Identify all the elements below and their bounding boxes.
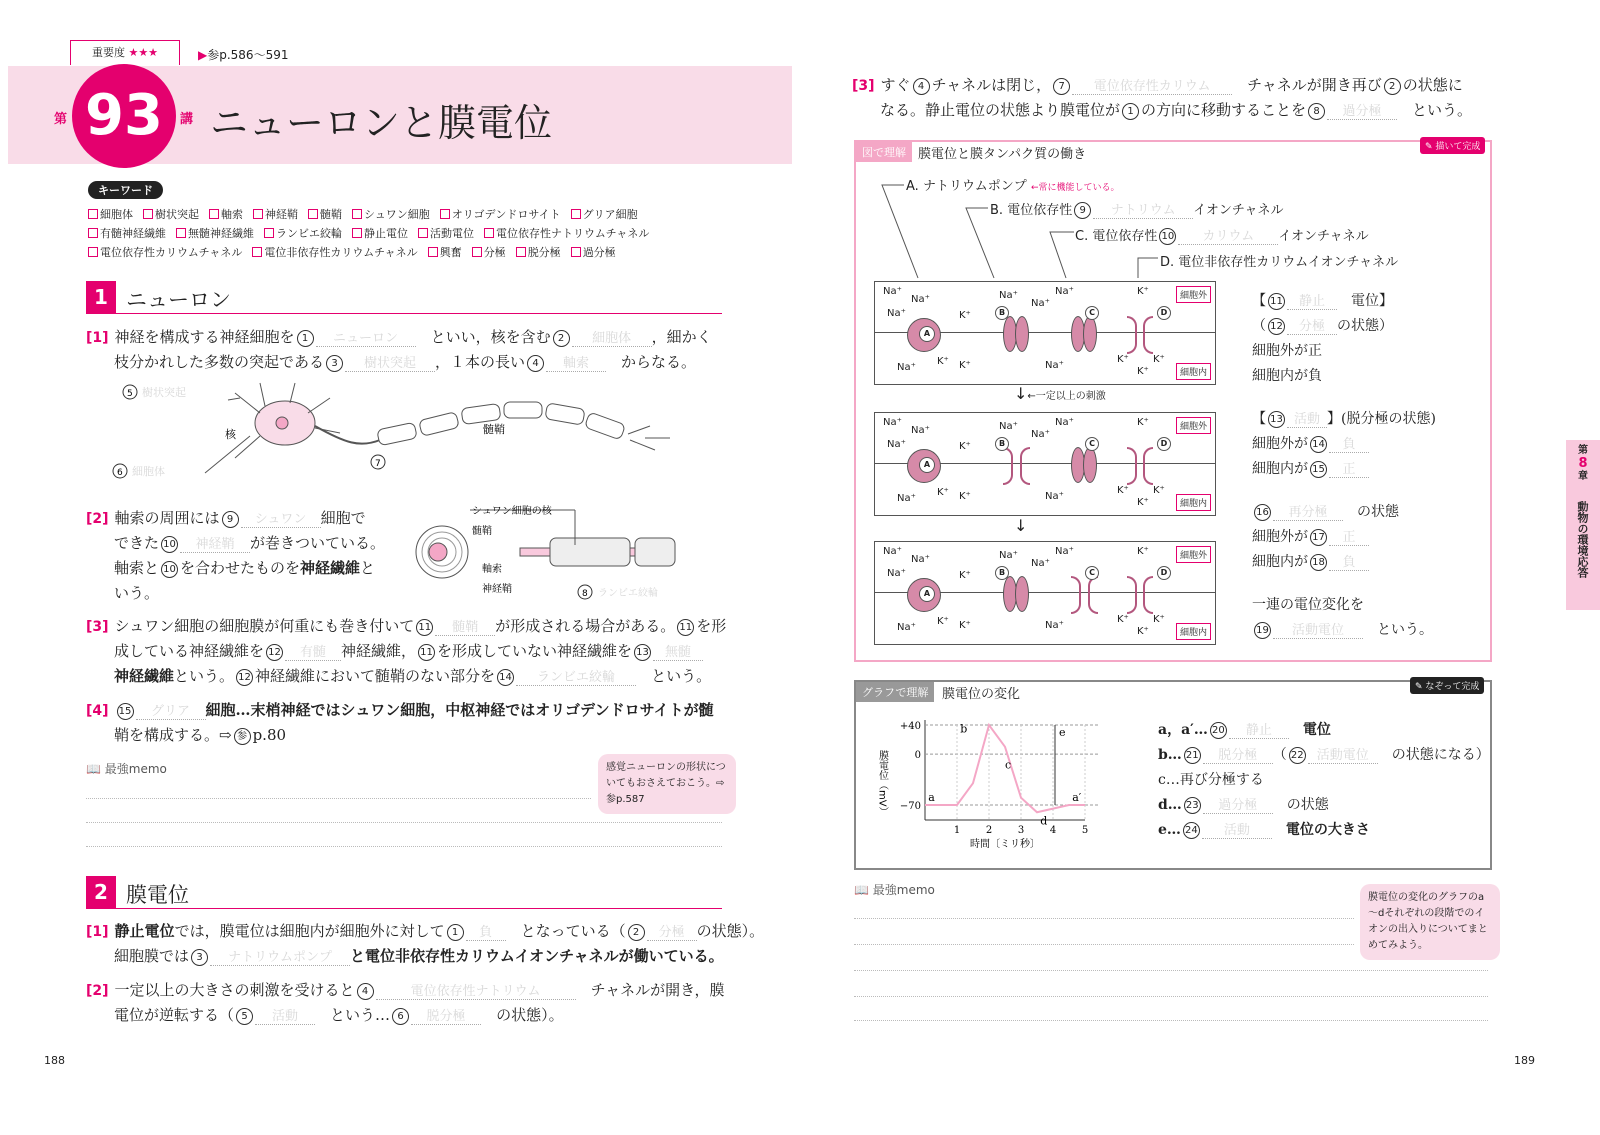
keyword-item: グリア細胞 (571, 208, 638, 221)
memo-line (86, 846, 722, 847)
answer-blank[interactable]: 樹状突起 (345, 352, 435, 372)
label-c: C. 電位依存性 10 カリウム イオンチャネル (1075, 225, 1369, 245)
point-label: d (1040, 814, 1048, 828)
sheath-label: 神経鞘 (482, 584, 512, 595)
keyword-label: キーワード (88, 181, 163, 199)
state2-outside: 細胞外が 14 負 (1252, 433, 1369, 453)
state3-inside: 細胞内が 18 負 (1252, 551, 1369, 571)
keyword-item: 樹状突起 (143, 208, 199, 221)
svg-text:樹状突起: 樹状突起 (142, 386, 186, 399)
memo-line (854, 944, 1354, 945)
state1-inside: 細胞内が負 (1252, 368, 1322, 384)
point-label: c (1005, 758, 1012, 772)
question-2-1-cont: 細胞膜では 3 ナトリウムポンプ と電位非依存性カリウムイオンチャネルが働いている。 (114, 947, 724, 965)
y-tick-label: +40 (899, 721, 921, 732)
keyword-row (88, 244, 626, 260)
point-label: e (1059, 725, 1066, 739)
label-d: D. 電位非依存性カリウムイオンチャネル (1160, 255, 1399, 270)
series-answer: 19 活動電位 という。 (1252, 619, 1433, 639)
svg-text:5: 5 (127, 389, 133, 399)
trace-badge: ✎ なぞって完成 (1410, 677, 1484, 694)
keyword-item: 分極 (472, 246, 506, 259)
stimulus-arrow: ↓←一定以上の刺激 (1014, 384, 1106, 403)
question-1-2: [2] 軸索の周囲には 9 シュワン 細胞で (86, 509, 366, 527)
answer-blank[interactable]: ナトリウムポンプ (210, 946, 350, 966)
x-tick-label: 2 (985, 825, 993, 836)
memo-line (854, 970, 1488, 971)
graph-c: c…再び分極する (1158, 772, 1264, 788)
membrane-state-box: A B C D 細胞外 細胞内 Na⁺ Na⁺ Na⁺ Na⁺ Na⁺ Na⁺ K⁺ K⁺ Na⁺ K⁺ K⁺ Na⁺ K⁺ K⁺ K⁺ (874, 281, 1216, 385)
memo-line (86, 798, 591, 799)
figure-title: 膜電位と膜タンパク質の働き (918, 147, 1087, 162)
keyword-item: 有髄神経繊維 (88, 227, 166, 240)
x-tick-label: 5 (1081, 825, 1089, 836)
answer-blank[interactable]: 活動 (255, 1005, 315, 1025)
question-1-2-cont: 軸索と 10 を合わせたものを神経繊維と (114, 559, 376, 577)
answer-blank[interactable]: 軸索 (546, 352, 606, 372)
answer-blank[interactable]: 分極 (647, 921, 697, 941)
section-underline (86, 908, 722, 909)
state1-title: 【 11 静止 電位】 (1252, 290, 1393, 310)
axon-label: 軸索 (482, 564, 502, 575)
lecture-badge: 93 (72, 64, 176, 168)
question-1-2-cont: できた 10 神経鞘 が巻きついている。 (114, 534, 386, 552)
svg-text:細胞体: 細胞体 (132, 465, 165, 478)
x-tick-label: 4 (1049, 825, 1057, 836)
page-title: ニューロンと膜電位 (210, 101, 553, 145)
y-axis-label: 膜電位（mV） (876, 750, 888, 817)
graph-a: a，a′… 20 静止 電位 (1158, 719, 1331, 739)
neuron-diagram (110, 378, 690, 488)
nucleus-label: 核 (225, 428, 236, 441)
question-1-4: [4] 15 グリア 細胞…末梢神経ではシュワン細胞，中枢神経ではオリゴデンドロサイトが髄 (86, 701, 714, 719)
question-1-1-cont: 枝分かれした多数の突起である 3 樹状突起 ，１本の長い 4 軸索 からなる。 (114, 353, 697, 371)
answer-blank[interactable]: 脱分極 (411, 1005, 481, 1025)
keyword-item: 過分極 (571, 246, 616, 259)
svg-text:8: 8 (582, 589, 588, 599)
x-tick-label: 3 (1017, 825, 1025, 836)
answer-blank[interactable]: 有髄 (285, 641, 341, 661)
keyword-row (88, 225, 659, 241)
memo-note: 膜電位の変化のグラフのa～dそれぞれの段階でのイオンの出入りについてまとめてみよう。 (1360, 884, 1500, 960)
state2-title: 【 13 活動 】(脱分極の状態) (1252, 408, 1436, 428)
keyword-item: 静止電位 (352, 227, 408, 240)
state3-outside: 細胞外が 17 正 (1252, 526, 1369, 546)
state3-title: 16 再分極 の状態 (1252, 501, 1399, 521)
graph-title: 膜電位の変化 (942, 687, 1021, 702)
keyword-row (88, 206, 648, 222)
figure-tag: 図で理解 (856, 142, 912, 162)
answer-blank[interactable]: 電位依存性カリウム (1072, 75, 1232, 95)
keyword-item: 脱分極 (516, 246, 561, 259)
question-2-3: [3] すぐ 4 チャネルは閉じ， 7 電位依存性カリウム チャネルが開き再び 2 の状態に (852, 76, 1463, 94)
answer-blank[interactable]: シュワン (241, 508, 321, 528)
label-b: B. 電位依存性 9 ナトリウム イオンチャネル (990, 199, 1283, 219)
importance-box (70, 40, 180, 65)
point-label: a (928, 791, 935, 804)
schwann-nucleus-label: シュワン細胞の核 (472, 506, 552, 517)
membrane-state-box: A B C D 細胞外 細胞内 Na⁺ Na⁺ Na⁺ Na⁺ Na⁺ Na⁺ K⁺ K⁺ Na⁺ K⁺ K⁺ Na⁺ K⁺ K⁺ K⁺ (874, 412, 1216, 516)
y-tick-label: 0 (914, 750, 921, 762)
label-a: A. ナトリウムポンプ ←常に機能している。 (906, 179, 1120, 194)
memo-label: 📖 最強memo (854, 883, 935, 897)
page-number-right: 189 (1514, 1054, 1535, 1067)
answer-blank[interactable]: 細胞体 (572, 327, 652, 347)
keyword-item: 電位依存性ナトリウムチャネル (484, 227, 649, 240)
memo-line (854, 996, 1488, 997)
keyword-item: 電位非依存性カリウムチャネル (252, 246, 417, 259)
question-2-2-cont: 電位が逆転する（ 5 活動 という… 6 脱分極 の状態）。 (114, 1006, 564, 1024)
question-1-1: [1] 神経を構成する神経細胞を 1 ニューロン といい，核を含む 2 細胞体 ，細かく (86, 328, 712, 346)
state1-sub: （ 12 分極 の状態） (1252, 315, 1393, 335)
svg-text:7: 7 (375, 459, 381, 469)
importance-stars: ★★★ (128, 46, 159, 59)
keyword-item: 神経鞘 (253, 208, 298, 221)
answer-blank[interactable]: ランビエ絞輪 (516, 666, 636, 686)
question-2-2: [2] 一定以上の大きさの刺激を受けると 4 電位依存性ナトリウム チャネルが開き，膜 (86, 981, 725, 999)
keyword-item: 細胞体 (88, 208, 133, 221)
answer-blank[interactable]: 負 (466, 921, 506, 941)
question-1-3-cont: 成している神経繊維を 12 有髄 神経繊維， 11 を形成していない神経繊維を 13 無髄 (114, 640, 703, 661)
section-number: 1 (86, 281, 116, 313)
pointer-lines (876, 180, 1176, 280)
reference-link[interactable]: ▶参p.586～591 (198, 48, 289, 62)
keyword-item: シュワン細胞 (352, 208, 430, 221)
x-tick-label: 1 (953, 825, 961, 836)
graph-tag: グラフで理解 (856, 682, 934, 702)
keyword-item: 髄鞘 (308, 208, 342, 221)
question-2-3-cont: なる。静止電位の状態より膜電位が 1 の方向に移動することを 8 過分極 という。 (880, 101, 1473, 119)
graph-e: e… 24 活動 電位の大きさ (1158, 819, 1370, 839)
draw-badge: ✎ 描いて完成 (1420, 137, 1485, 154)
myelin-label: 髄鞘 (483, 423, 505, 436)
section-title: ニューロン (126, 288, 231, 312)
answer-blank[interactable]: 過分極 (1327, 100, 1397, 120)
question-2-1: [1] 静止電位では，膜電位は細胞内が細胞外に対して 1 負 となっている（ 2 分極 の状態）。 (86, 922, 765, 940)
state2-inside: 細胞内が 15 正 (1252, 458, 1369, 478)
section-number: 2 (86, 876, 116, 908)
keyword-item: オリゴデンドロサイト (440, 208, 561, 221)
chapter-tab-label: 第 8 章 動物の環境応答 (1576, 445, 1589, 578)
keyword-item: 電位依存性カリウムチャネル (88, 246, 242, 259)
answer-blank[interactable]: 無髄 (653, 641, 703, 661)
answer-blank[interactable]: ニューロン (316, 327, 416, 347)
membrane-potential-chart (870, 710, 1100, 860)
question-1-3: [3] シュワン細胞の細胞膜が何重にも巻き付いて 11 髄鞘 が形成される場合がある。 11 を形 (86, 617, 727, 635)
answer-blank[interactable]: グリア (136, 700, 206, 720)
x-axis-label: 時間〔ミリ秒〕 (970, 839, 1040, 850)
state1-outside: 細胞外が正 (1252, 343, 1322, 359)
point-label: b (960, 722, 968, 736)
membrane-state-box: A B C D 細胞外 細胞内 Na⁺ Na⁺ Na⁺ Na⁺ Na⁺ Na⁺ K⁺ K⁺ Na⁺ K⁺ K⁺ Na⁺ K⁺ K⁺ K⁺ (874, 541, 1216, 645)
section-underline (86, 313, 722, 314)
memo-line (854, 1020, 1488, 1021)
nerve-fiber-diagram (410, 500, 740, 610)
importance-label: 重要度 (91, 46, 125, 59)
memo-note: 感覚ニューロンの形状についてもおさえておこう。⇨参p.587 (598, 754, 736, 814)
keyword-item: 活動電位 (418, 227, 474, 240)
lecture-prefix: 第 (54, 112, 68, 127)
point-label: a′ (1072, 791, 1082, 804)
answer-blank[interactable]: 神経鞘 (180, 533, 250, 553)
section-title: 膜電位 (126, 883, 189, 907)
graph-b: b… 21 脱分極 （ 22 活動電位 の状態になる） (1158, 744, 1490, 764)
keyword-item: 無髄神経繊維 (176, 227, 254, 240)
memo-line (86, 822, 722, 823)
down-arrow: ↓ (1014, 516, 1028, 535)
keyword-item: 興奮 (428, 246, 462, 259)
keyword-item: ランビエ絞輪 (264, 227, 342, 240)
myelin-label: 髄鞘 (472, 526, 492, 537)
memo-line (854, 918, 1354, 919)
y-tick-label: −70 (899, 801, 921, 812)
question-1-2-cont: いう。 (114, 584, 160, 602)
question-1-3-cont: 神経繊維という。 12 神経繊維において髄鞘のない部分を 14 ランビエ絞輪 という。 (114, 667, 712, 685)
lecture-suffix: 講 (180, 112, 194, 127)
series-text: 一連の電位変化を (1252, 597, 1364, 613)
svg-text:ランビエ絞輪: ランビエ絞輪 (598, 588, 658, 599)
answer-blank[interactable]: 髄鞘 (435, 616, 495, 636)
answer-blank[interactable]: 電位依存性ナトリウム (376, 980, 576, 1000)
graph-d: d… 23 過分極 の状態 (1158, 794, 1329, 814)
svg-text:6: 6 (117, 468, 123, 478)
memo-label: 📖 最強memo (86, 762, 167, 776)
keyword-item: 軸索 (209, 208, 243, 221)
page-number-left: 188 (44, 1054, 65, 1067)
question-1-4-cont: 鞘を構成する。⇨ 参 p.80 (114, 726, 287, 744)
